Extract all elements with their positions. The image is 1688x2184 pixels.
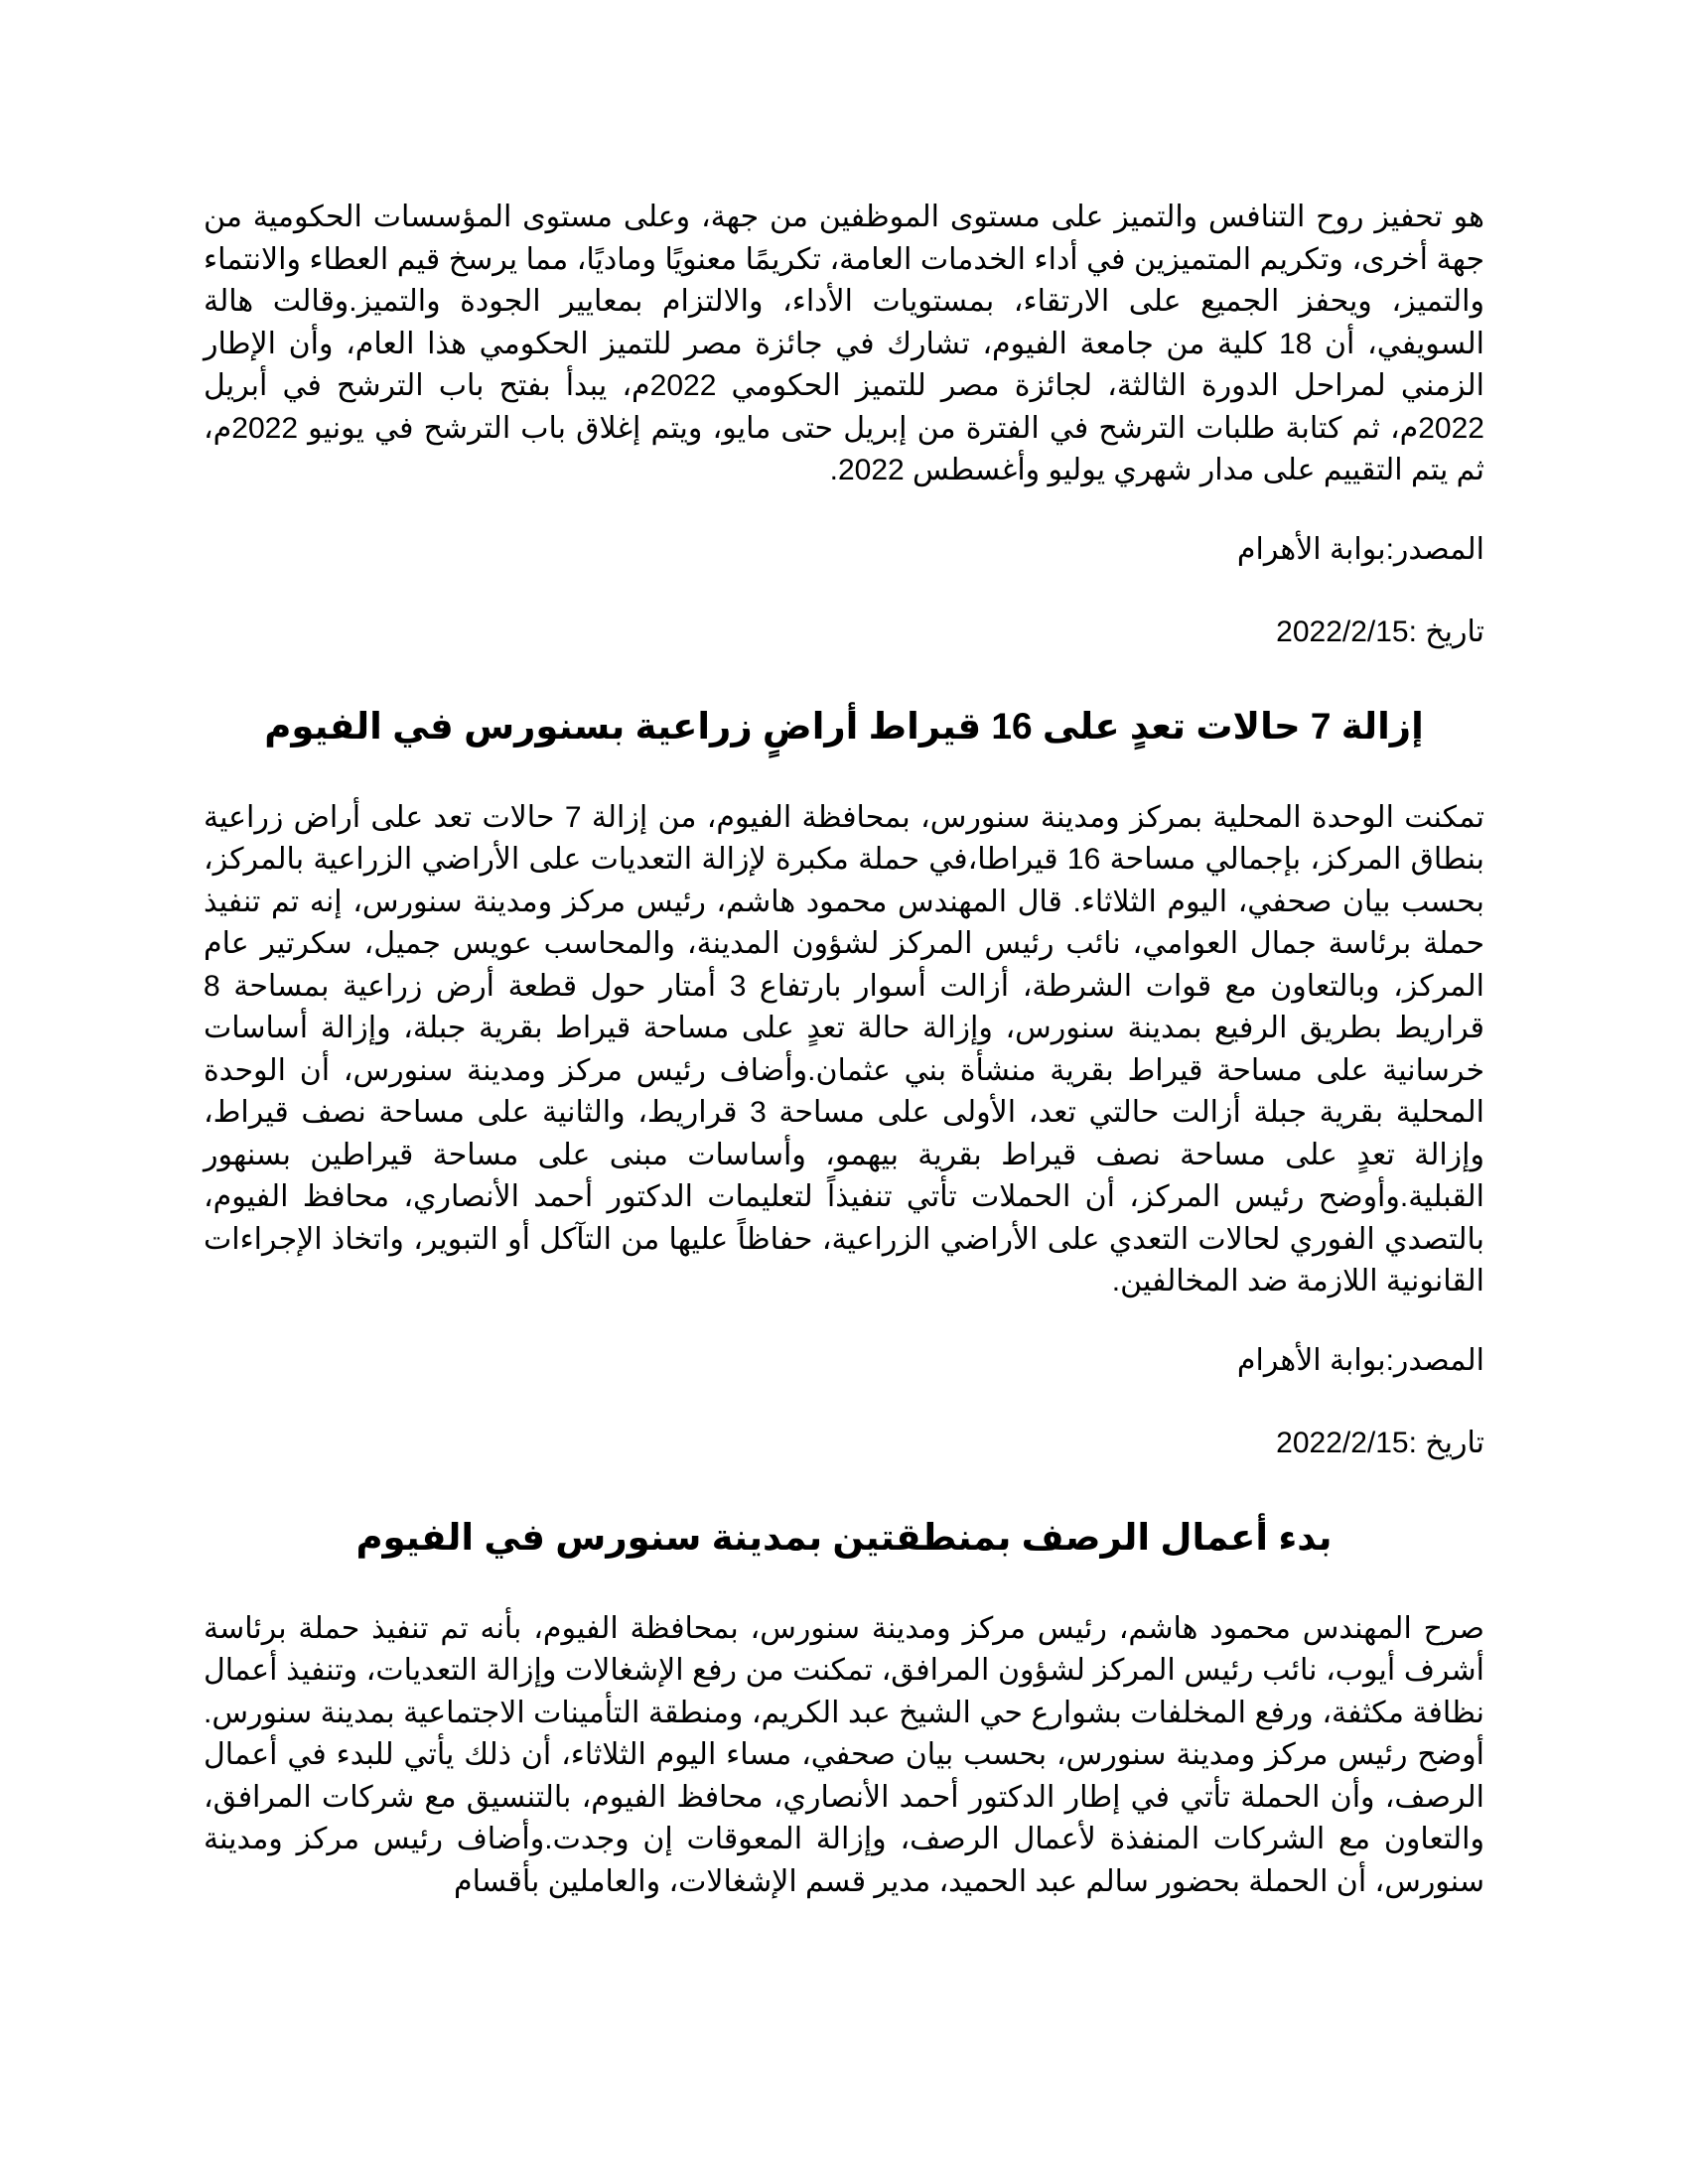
article-paving-works	[204, 1512, 1484, 1904]
article-paragraph: صرح المهندس محمود هاشم، رئيس مركز ومدينة سنورس، بمحافظة الفيوم، بأنه تم تنفيذ حملة برئاسة أشرف أيوب، نائب رئيس المركز لشؤون المرافق، تمكنت من رفع الإشغالات وإزالة التعديات، وتنفيذ أعمال نظافة مكثفة، ورفع المخلفات بشوارع حي الشيخ عبد الكريم، ومنطقة التأمينات الاجتماعية بمدينة سنورس. أوضح رئيس مركز ومدينة سنورس، بحسب بيان صحفي، مساء اليوم الثلاثاء، أن ذلك يأتي للبدء في أعمال الرصف، وأن الحملة تأتي في إطار الدكتور أحمد الأنصاري، محافظ الفيوم، بالتنسيق مع شركات المرافق، والتعاون مع الشركات المنفذة لأعمال الرصف، وإزالة المعوقات إن وجدت.وأضاف رئيس مركز ومدينة سنورس، أن الحملة بحضور سالم عبد الحميد، مدير قسم الإشغالات، والعاملين بأقسام	[204, 1611, 1484, 1898]
article-headline: إزالة 7 حالات تعدٍ على 16 قيراط أراضٍ زراعية بسنورس في الفيوم	[264, 705, 1424, 747]
article-encroachment-removal	[204, 701, 1484, 1463]
article-headline: بدء أعمال الرصف بمنطقتين بمدينة سنورس في الفيوم	[355, 1516, 1333, 1558]
article-source: المصدر:بوابة الأهرام	[1236, 532, 1484, 566]
article-paragraph: هو تحفيز روح التنافس والتميز على مستوى الموظفين من جهة، وعلى مستوى المؤسسات الحكومية من جهة أخرى، وتكريم المتميزين في أداء الخدمات العامة، تكريمًا معنويًا وماديًا، مما يرسخ قيم العطاء والانتماء والتميز، ويحفز الجميع على الارتقاء، بمستويات الأداء، والالتزام بمعايير الجودة والتميز.وقالت هالة السويفي، أن 18 كلية من جامعة الفيوم، تشارك في جائزة مصر للتميز الحكومي هذا العام، وأن الإطار الزمني لمراحل الدورة الثالثة، لجائزة مصر للتميز الحكومي 2022م، يبدأ بفتح باب الترشح في أبريل 2022م، ثم كتابة طلبات الترشح في الفترة من إبريل حتى مايو، ويتم إغلاق باب الترشح في يونيو 2022م، ثم يتم التقييم على مدار شهري يوليو وأغسطس 2022.	[204, 201, 1484, 486]
article-date: تاريخ :2022/2/15	[1276, 1426, 1484, 1459]
article-date: تاريخ :2022/2/15	[1276, 614, 1484, 648]
article-paragraph: تمكنت الوحدة المحلية بمركز ومدينة سنورس، بمحافظة الفيوم، من إزالة 7 حالات تعد على أراض زراعية بنطاق المركز، بإجمالي مساحة 16 قيراطا،في حملة مكبرة لإزالة التعديات على الأراضي الزراعية بالمركز، بحسب بيان صحفي، اليوم الثلاثاء. قال المهندس محمود هاشم، رئيس مركز ومدينة سنورس، إنه تم تنفيذ حملة برئاسة جمال العوامي، نائب رئيس المركز لشؤون المدينة، والمحاسب عويس جميل، سكرتير عام المركز، وبالتعاون مع قوات الشرطة، أزالت أسوار بارتفاع 3 أمتار حول قطعة أرض زراعية بمساحة 8 قراريط بطريق الرفيع بمدينة سنورس، وإزالة حالة تعدٍ على مساحة قيراط بقرية جبلة، وإزالة أساسات خرسانية على مساحة قيراط بقرية منشأة بني عثمان.وأضاف رئيس مركز ومدينة سنورس، أن الوحدة المحلية بقرية جبلة أزالت حالتي تعد، الأولى على مساحة 3 قراريط، والثانية على مساحة نصف قيراط، وإزالة تعدٍ على مساحة نصف قيراط بقرية بيهمو، وأساسات مبنى على مساحة قيراطين بسنهور القبلية.وأوضح رئيس المركز، أن الحملات تأتي تنفيذاً لتعليمات الدكتور أحمد الأنصاري، محافظ الفيوم، بالتصدي الفوري لحالات التعدي على الأراضي الزراعية، حفاظاً عليها من التآكل أو التبوير، واتخاذ الإجراءات القانونية اللازمة ضد المخالفين.	[204, 800, 1485, 1297]
article-excellence-award	[204, 197, 1484, 652]
article-source: المصدر:بوابة الأهرام	[1236, 1343, 1484, 1377]
